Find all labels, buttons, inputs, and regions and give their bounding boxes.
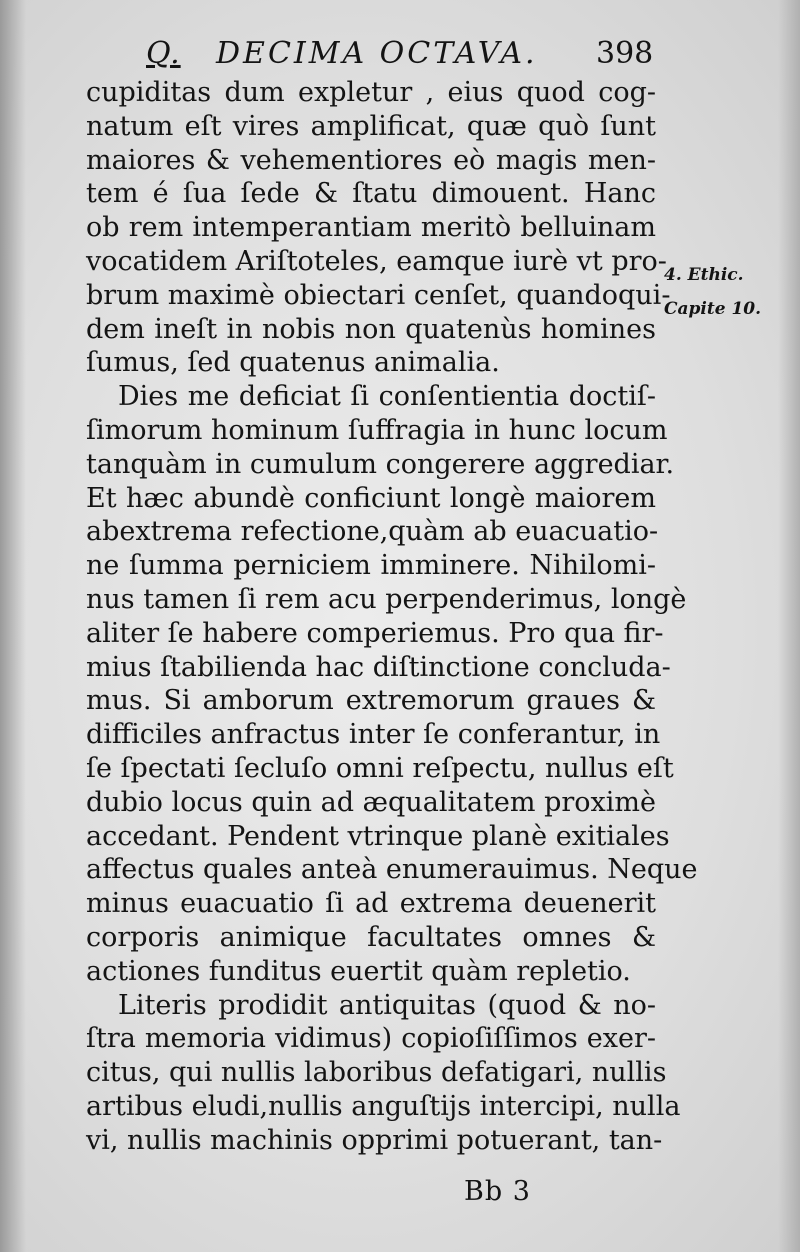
text-line: affectus quales anteà enumerauimus. Neque — [86, 854, 698, 886]
text-line: vi, nullis machinis opprimi potuerant, tan- — [86, 1124, 663, 1156]
text-line: corporis animique facultates omnes & — [86, 921, 656, 953]
text-line: ob rem intemperantiam meritò belluinam — [86, 212, 656, 244]
marginal-note-reference: 4. Ethic. — [664, 265, 744, 285]
signature-mark: Bb 3 — [464, 1176, 531, 1207]
text-line: ſimorum hominum ſuffragia in hunc locum — [86, 414, 668, 446]
marginal-note-chapter: Capite 10. — [664, 299, 762, 319]
text-line: mius ſtabilienda hac diſtinctione concluda- — [86, 651, 671, 683]
header-signature: Q. — [146, 36, 181, 71]
text-line: mus. Si amborum extremorum graues & — [86, 685, 656, 717]
text-line: Et hæc abundè conficiunt longè maiorem — [86, 482, 656, 514]
page-footer — [0, 1176, 800, 1216]
text-line: ne ſumma perniciem imminere. Nihilomi- — [86, 550, 656, 582]
text-line: nus tamen ſi rem acu perpenderimus, longè — [86, 583, 687, 615]
text-line: citus, qui nullis laboribus defatigari, nullis — [86, 1057, 667, 1089]
text-line: dem ineſt in nobis non quatenùs homines — [86, 313, 656, 345]
text-line: ſtra memoria vidimus) copioſiſſimos exer- — [86, 1023, 656, 1055]
header-title: DECIMA OCTAVA. — [216, 36, 538, 71]
text-line: maiores & vehementiores eò magis men- — [86, 144, 656, 176]
marginal-note — [664, 258, 784, 326]
text-line: ſe ſpectati ſecluſo omni reſpectu, nullus eſt — [86, 752, 674, 784]
text-line: actiones funditus euertit quàm repletio. — [86, 955, 631, 987]
text-line: natum eſt vires amplificat, quæ quò ſunt — [86, 110, 656, 142]
text-line: ſumus, ſed quatenus animalia. — [86, 347, 500, 379]
text-line: brum maximè obiectari cenſet, quandoqui- — [86, 279, 671, 311]
main-text-block — [86, 76, 698, 1158]
text-line: difficiles anfractus inter ſe conferantur, in — [86, 719, 661, 751]
running-header — [0, 30, 800, 80]
text-line: abextrema refectione,quàm ab euacuatio- — [86, 516, 659, 548]
text-line: vocatidem Ariſtoteles, eamque iurè vt pro- — [86, 245, 667, 277]
text-line: tanquàm in cumulum congerere aggrediar. — [86, 448, 675, 480]
paragraph-start-line: Dies me deficiat ſi conſentientia doctiſ- — [118, 381, 656, 413]
text-line: artibus eludi,nullis anguſtijs intercipi, nulla — [86, 1090, 681, 1122]
text-line: aliter ſe habere comperiemus. Pro qua fir- — [86, 617, 664, 649]
text-line: accedant. Pendent vtrinque planè exitiales — [86, 820, 670, 852]
text-line: dubio locus quin ad æqualitatem proximè — [86, 786, 656, 818]
paragraph-start-line: Literis prodidit antiquitas (quod & no- — [118, 989, 656, 1021]
text-line: tem é ſua ſede & ſtatu dimouent. Hanc — [86, 178, 656, 210]
text-line: minus euacuatio ſi ad extrema deuenerit — [86, 888, 656, 920]
page-number: 398 — [596, 36, 654, 71]
text-line: cupiditas dum expletur , eius quod cog- — [86, 77, 656, 108]
